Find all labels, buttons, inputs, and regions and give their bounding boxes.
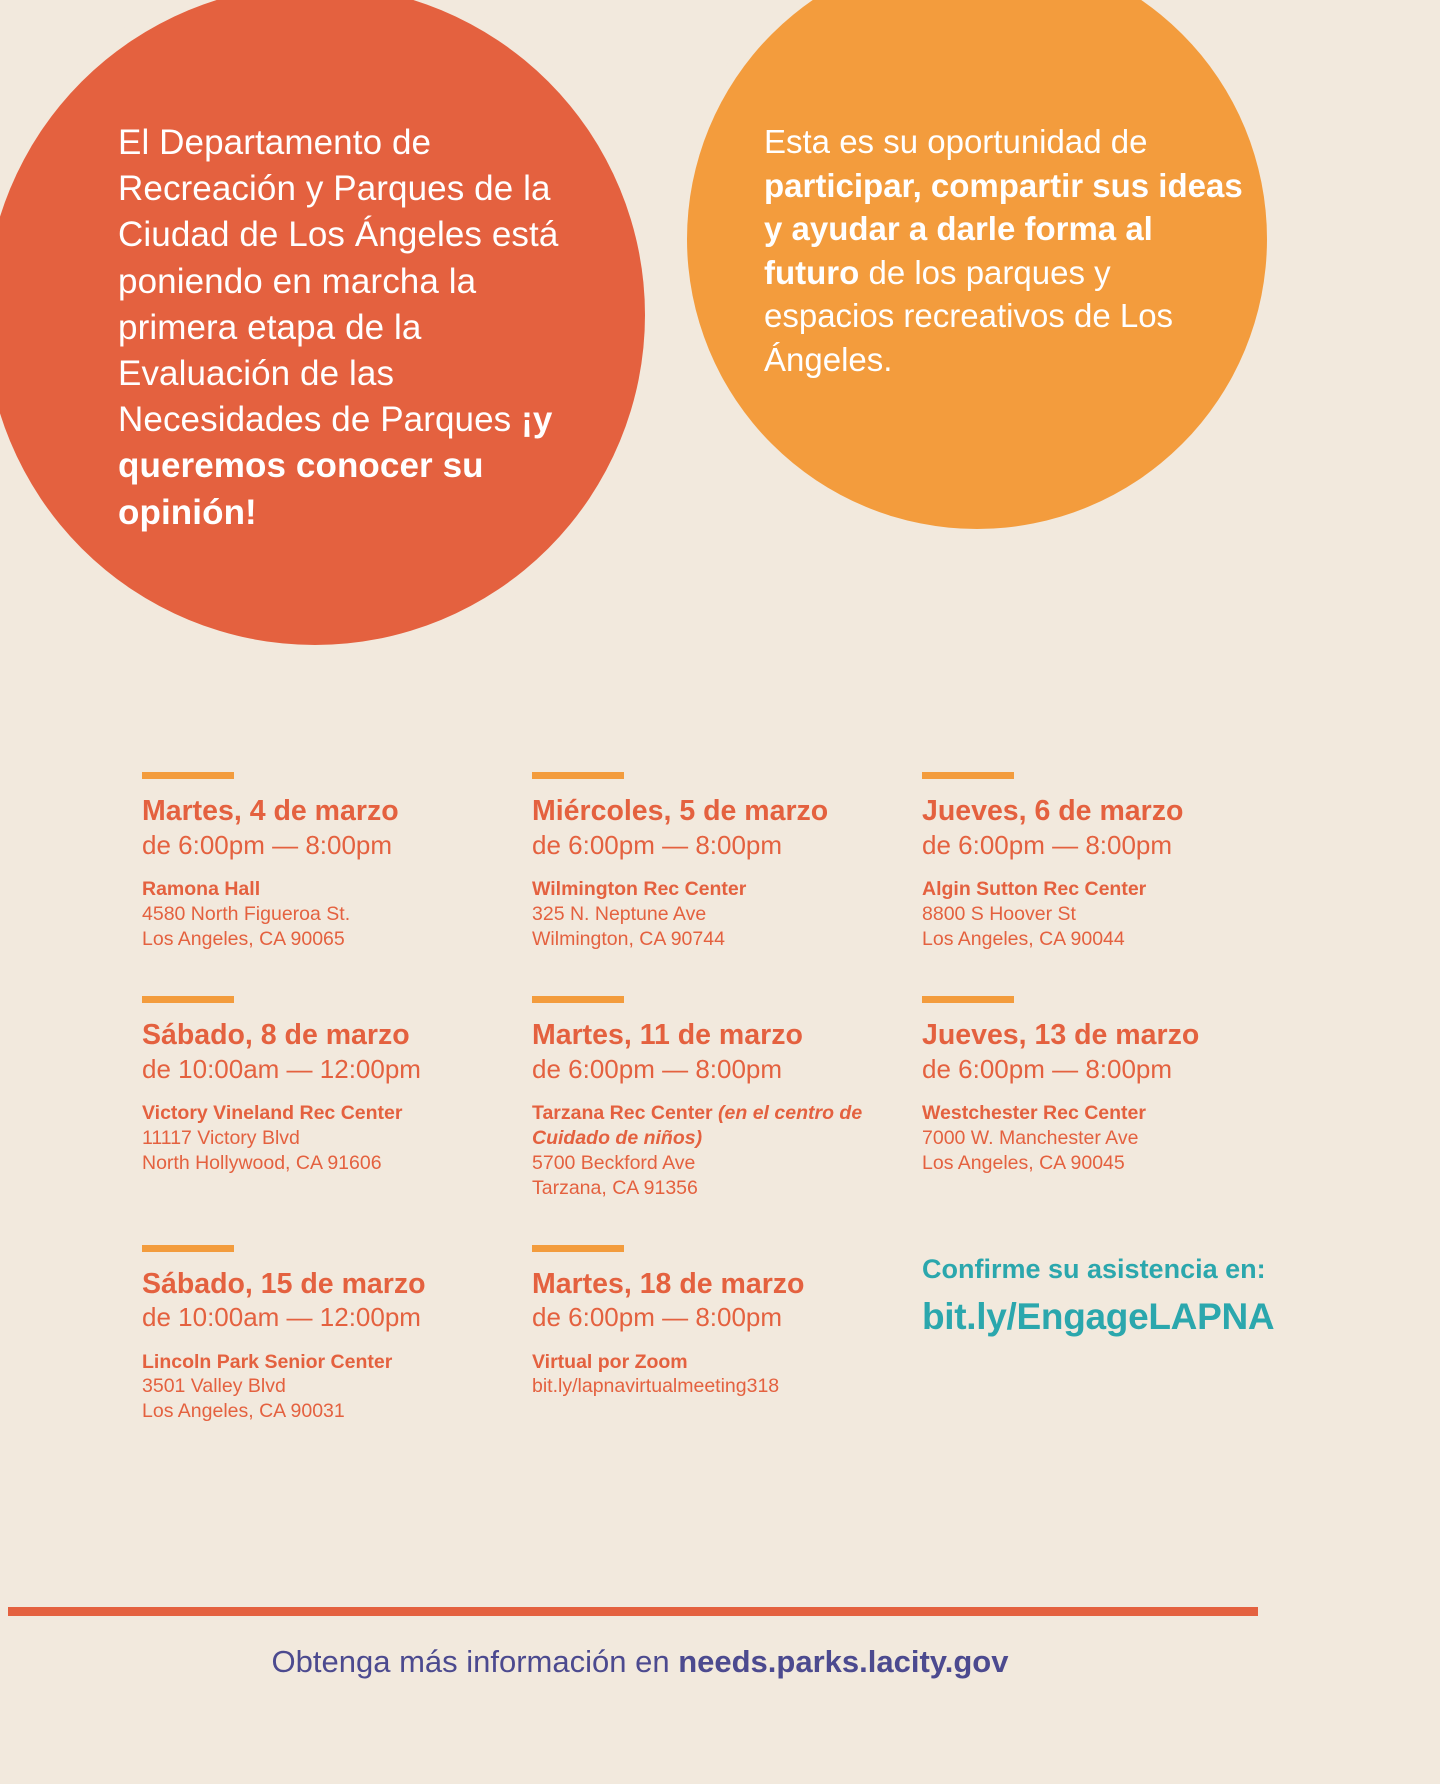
event-address-line2: Los Angeles, CA 90044 — [922, 927, 1125, 950]
hero-right-text-bold: participar, compartir sus ideas y ayudar a darle forma al futuro — [764, 166, 1243, 291]
event-address-line1: 5700 Beckford Ave — [532, 1151, 696, 1174]
event-venue: Lincoln Park Senior Center — [142, 1350, 393, 1373]
event-address-line2: Los Angeles, CA 90031 — [142, 1400, 345, 1423]
event-card-3 — [922, 772, 1312, 952]
event-address-line2: Los Angeles, CA 90065 — [142, 927, 345, 950]
accent-rule — [142, 772, 234, 779]
event-date: Martes, 18 de marzo — [532, 1267, 805, 1300]
event-venue: Westchester Rec Center — [922, 1101, 1146, 1124]
event-address-line2: North Hollywood, CA 91606 — [142, 1151, 382, 1174]
rsvp-block — [922, 1245, 1312, 1425]
event-date: Sábado, 15 de marzo — [142, 1267, 426, 1300]
hero-section — [0, 0, 1440, 730]
footer-divider — [8, 1607, 1258, 1616]
event-venue: Wilmington Rec Center — [532, 877, 747, 900]
footer-prefix: Obtenga más información en — [271, 1644, 679, 1679]
hero-right-text-start: Esta es su oportunidad de — [764, 123, 1148, 160]
event-time: de 10:00am — 12:00pm — [142, 1053, 421, 1084]
event-date: Martes, 11 de marzo — [532, 1018, 803, 1051]
event-date: Martes, 4 de marzo — [142, 795, 399, 827]
event-card-6 — [922, 996, 1312, 1201]
event-card-4 — [142, 996, 532, 1201]
event-address-line1: 325 N. Neptune Ave — [532, 902, 707, 925]
event-address-line2: Los Angeles, CA 90045 — [922, 1151, 1125, 1174]
event-row — [142, 772, 1312, 952]
footer — [0, 1643, 1280, 1680]
event-date: Jueves, 13 de marzo — [922, 1018, 1200, 1051]
event-time: de 6:00pm — 8:00pm — [532, 829, 783, 860]
rsvp-label: Confirme su asistencia en: — [922, 1253, 1266, 1284]
event-venue-note: (en el centro de Cuidado de niños) — [532, 1101, 863, 1149]
rsvp-link[interactable]: bit.ly/EngageLAPNA — [922, 1295, 1275, 1337]
event-card-2 — [532, 772, 922, 952]
event-venue: Virtual por Zoom — [532, 1350, 688, 1373]
accent-rule — [532, 1245, 624, 1252]
event-address-line1: 7000 W. Manchester Ave — [922, 1126, 1139, 1149]
event-venue — [532, 1101, 898, 1151]
event-address-line1: 11117 Victory Blvd — [142, 1126, 300, 1149]
event-venue: Victory Vineland Rec Center — [142, 1101, 403, 1124]
event-time: de 6:00pm — 8:00pm — [922, 829, 1173, 860]
event-time: de 6:00pm — 8:00pm — [532, 1302, 783, 1333]
event-date: Miércoles, 5 de marzo — [532, 795, 829, 827]
hero-left-text — [118, 120, 588, 536]
accent-rule — [532, 996, 624, 1003]
event-card-5 — [532, 996, 922, 1201]
event-schedule — [142, 772, 1312, 1424]
event-card-8 — [532, 1245, 922, 1425]
accent-rule — [532, 772, 624, 779]
event-address-line1: 4580 North Figueroa St. — [142, 902, 351, 925]
hero-left-text-bold: ¡y queremos conocer su opinión! — [118, 400, 553, 532]
event-date: Jueves, 6 de marzo — [922, 795, 1184, 827]
event-row — [142, 996, 1312, 1201]
footer-url[interactable]: needs.parks.lacity.gov — [678, 1644, 1009, 1679]
accent-rule — [922, 996, 1014, 1003]
event-card-7 — [142, 1245, 532, 1425]
accent-rule — [142, 996, 234, 1003]
event-date: Sábado, 8 de marzo — [142, 1018, 410, 1051]
event-time: de 10:00am — 12:00pm — [142, 1302, 421, 1333]
event-card-1 — [142, 772, 532, 952]
accent-rule — [142, 1245, 234, 1252]
hero-left-text-plain: El Departamento de Recreación y Parques de la Ciudad de Los Ángeles está poniendo en marcha la primera etapa de la Evaluación de las Necesidades de Parques — [118, 123, 559, 440]
event-venue: Ramona Hall — [142, 877, 261, 900]
event-venue-name: Tarzana Rec Center — [532, 1101, 719, 1124]
event-row — [142, 1245, 1312, 1425]
event-address-line1: 3501 Valley Blvd — [142, 1375, 286, 1398]
event-address-line2: Wilmington, CA 90744 — [532, 927, 725, 950]
event-time: de 6:00pm — 8:00pm — [532, 1053, 783, 1084]
event-virtual-link[interactable]: bit.ly/lapnavirtualmeeting318 — [532, 1375, 780, 1398]
accent-rule — [922, 772, 1014, 779]
event-time: de 6:00pm — 8:00pm — [142, 829, 393, 860]
hero-right-text — [764, 120, 1244, 381]
event-venue: Algin Sutton Rec Center — [922, 877, 1147, 900]
hero-right-text-end: de los parques y espacios recreativos de Los Ángeles. — [764, 253, 1174, 378]
event-address-line2: Tarzana, CA 91356 — [532, 1176, 698, 1199]
event-address-line1: 8800 S Hoover St — [922, 902, 1076, 925]
event-time: de 6:00pm — 8:00pm — [922, 1053, 1173, 1084]
